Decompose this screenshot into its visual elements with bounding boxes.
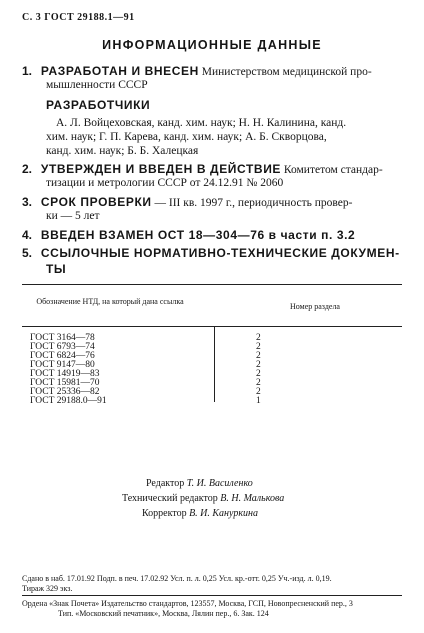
imprint-line-2: Тираж 329 экз. bbox=[22, 584, 73, 593]
table-row-5-doc: ГОСТ 14919—83 bbox=[30, 369, 100, 379]
credit-editor bbox=[146, 478, 253, 489]
table-row-5-section: 2 bbox=[256, 369, 261, 379]
developers-line-1: А. Л. Войцеховская, канд. хим. наук; Н. Н. Калинина, канд. bbox=[56, 117, 347, 129]
item-5-number: 5. bbox=[22, 246, 33, 260]
table-row-3-section: 2 bbox=[256, 351, 261, 361]
item-1-number: 1. bbox=[22, 64, 33, 78]
table-row-1-doc: ГОСТ 3164—78 bbox=[30, 333, 95, 343]
credit-editor-role: Редактор bbox=[146, 478, 187, 489]
item-3-text: — III кв. 1997 г., периодичность провер- bbox=[151, 197, 353, 209]
item-1-text: Министерством медицинской про- bbox=[198, 66, 372, 78]
imprint-line-4: Тип. «Московский печатник», Москва, Лялин пер., 6. Зак. 124 bbox=[58, 609, 269, 618]
table-header-rule bbox=[22, 326, 402, 327]
credit-tech-editor-name: В. Н. Малькова bbox=[220, 493, 285, 504]
table-row-6-section: 2 bbox=[256, 378, 261, 388]
table-row-4-section: 2 bbox=[256, 360, 261, 370]
item-3-text-line2: ки — 5 лет bbox=[46, 210, 100, 222]
item-2-text-line2: тизации и метрологии СССР от 24.12.91 № 2060 bbox=[46, 177, 284, 189]
item-2-text: Комитетом стандар- bbox=[281, 164, 383, 176]
table-row-2-doc: ГОСТ 6793—74 bbox=[30, 342, 95, 352]
imprint-line-3: Ордена «Знак Почета» Издательство стандартов, 123557, Москва, ГСП, Новопресненский пер., 3 bbox=[22, 599, 353, 608]
table-row-4-doc: ГОСТ 9147—80 bbox=[30, 360, 95, 370]
credit-tech-editor bbox=[122, 493, 284, 504]
table-row-6-doc: ГОСТ 15981—70 bbox=[30, 378, 100, 388]
table-header-document: Обозначение НТД, на который дана ссылка bbox=[36, 297, 184, 306]
item-4 bbox=[22, 228, 355, 242]
item-2-number: 2. bbox=[22, 162, 33, 176]
item-5-heading-line2: ТЫ bbox=[46, 262, 67, 276]
table-row-3-doc: ГОСТ 6824—76 bbox=[30, 351, 95, 361]
table-row-7-section: 2 bbox=[256, 387, 261, 397]
item-5-heading: ССЫЛОЧНЫЕ НОРМАТИВНО-ТЕХНИЧЕСКИЕ ДОКУМЕН- bbox=[40, 246, 400, 260]
page-header: С. 3 ГОСТ 29188.1—91 bbox=[22, 12, 135, 23]
developers-line-3: канд. хим. наук; Б. Б. Халецкая bbox=[46, 145, 199, 157]
item-4-number: 4. bbox=[22, 228, 33, 242]
credit-proofreader-name: В. И. Кануркина bbox=[189, 508, 258, 519]
imprint-line-1: Сдано в наб. 17.01.92 Подп. в печ. 17.02.92 Усл. п. л. 0,25 Усл. кр.-отт. 0,25 Уч.-изд. л. 0,19. bbox=[22, 574, 332, 583]
credit-proofreader bbox=[142, 508, 258, 519]
credit-editor-name: Т. И. Василенко bbox=[186, 478, 253, 489]
developers-heading: РАЗРАБОТЧИКИ bbox=[46, 98, 151, 112]
item-1-text-line2: мышленности СССР bbox=[46, 79, 148, 91]
developers-line-2: хим. наук; Г. П. Карева, канд. хим. наук; А. Б. Скворцова, bbox=[46, 131, 327, 143]
table-top-rule bbox=[22, 284, 402, 285]
credit-tech-editor-role: Технический редактор bbox=[122, 493, 221, 504]
item-1-heading: РАЗРАБОТАН И ВНЕСЕН bbox=[40, 64, 199, 78]
credit-proofreader-role: Корректор bbox=[142, 508, 190, 519]
table-column-divider bbox=[214, 326, 215, 402]
table-header-section: Номер раздела bbox=[290, 302, 340, 311]
page-title: ИНФОРМАЦИОННЫЕ ДАННЫЕ bbox=[102, 38, 322, 52]
imprint-rule bbox=[22, 595, 402, 596]
table-row-7-doc: ГОСТ 25336—82 bbox=[30, 387, 100, 397]
item-3-heading: СРОК ПРОВЕРКИ bbox=[40, 195, 152, 209]
item-3-number: 3. bbox=[22, 195, 33, 209]
table-row-8-doc: ГОСТ 29188.0—91 bbox=[30, 396, 107, 406]
table-row-8-section: 1 bbox=[256, 396, 261, 406]
table-row-1-section: 2 bbox=[256, 333, 261, 343]
table-row-2-section: 2 bbox=[256, 342, 261, 352]
item-4-heading: ВВЕДЕН ВЗАМЕН ОСТ 18—304—76 в части п. 3.2 bbox=[40, 228, 356, 242]
item-2-heading: УТВЕРЖДЕН И ВВЕДЕН В ДЕЙСТВИЕ bbox=[40, 162, 282, 176]
